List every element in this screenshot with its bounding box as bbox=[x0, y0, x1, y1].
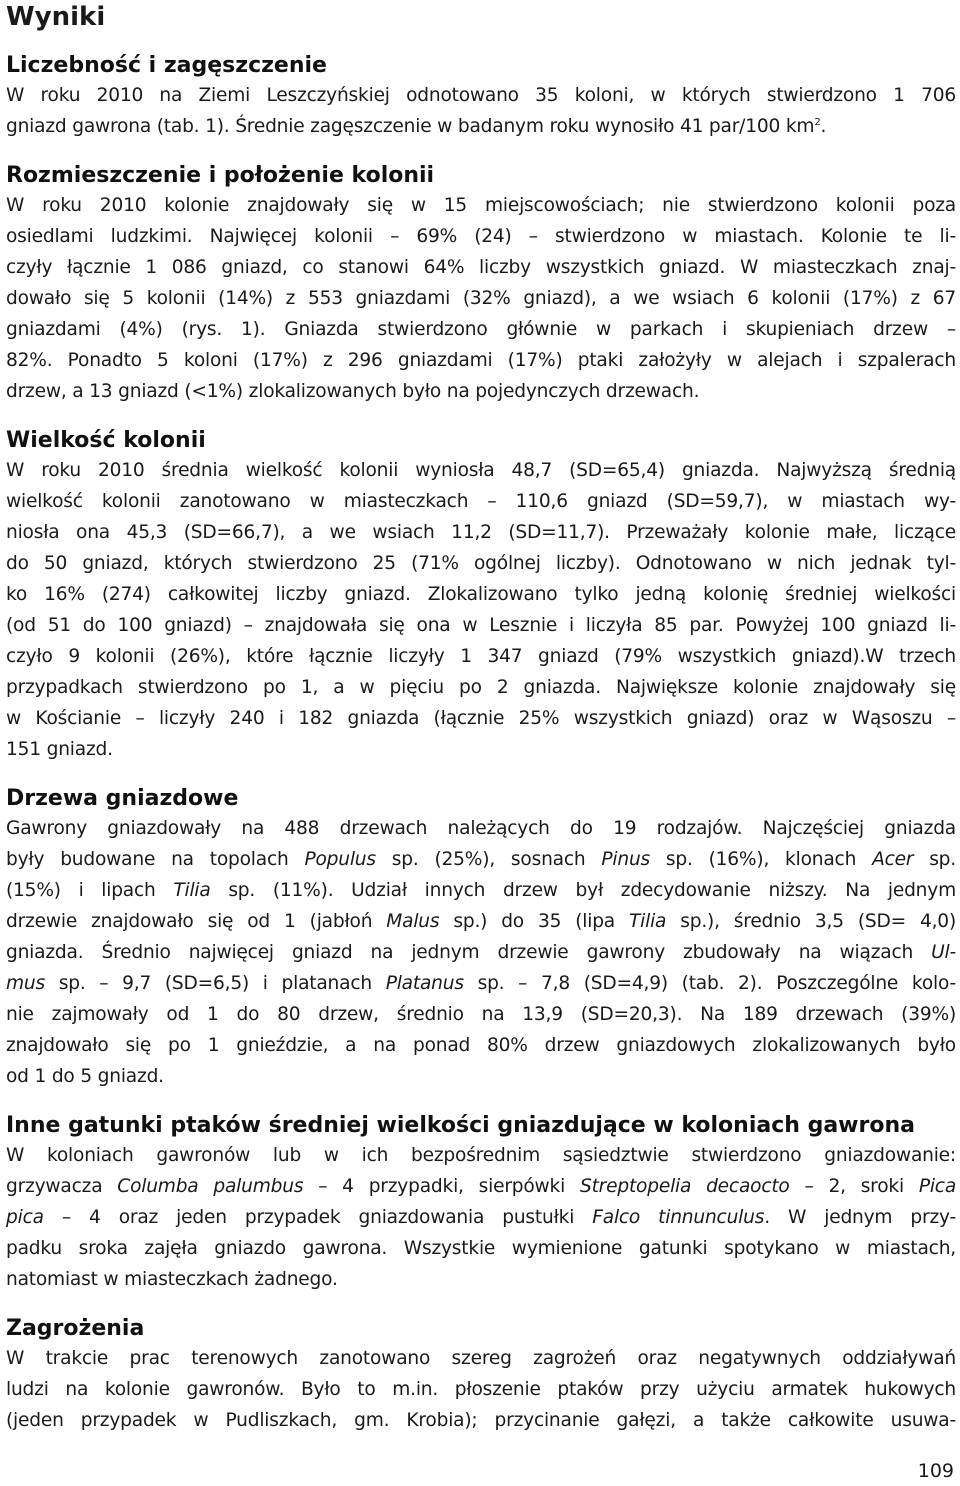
latin-name: Columba palumbus bbox=[117, 1176, 304, 1197]
superscript-suffix: . bbox=[820, 116, 827, 137]
paragraph bbox=[6, 1343, 956, 1436]
page-number: 109 bbox=[917, 1460, 954, 1482]
paragraph bbox=[6, 813, 956, 1092]
latin-name: pica bbox=[6, 1207, 44, 1228]
text-line: (jeden przypadek w Pudliszkach, gm. Krobia); przycinanie gałęzi, a także całkowite usuwa- bbox=[6, 1410, 956, 1431]
section-wielkosc bbox=[6, 427, 960, 765]
text-line: czyło 9 kolonii (26%), które łącznie liczyły 1 347 gniazd (79% wszystkich gniazd).W trzech bbox=[6, 646, 956, 667]
latin-name: Pica bbox=[918, 1176, 957, 1197]
text-line: czyły łącznie 1 086 gniazd, co stanowi 64% liczby wszystkich gniazd. W miasteczkach znaj- bbox=[6, 257, 956, 278]
text-line: osiedlami ludzkimi. Najwięcej kolonii – 69% (24) – stwierdzono w miastach. Kolonie te li- bbox=[6, 226, 956, 247]
latin-name: Ul- bbox=[931, 942, 956, 963]
text-line: 82%. Ponadto 5 koloni (17%) z 296 gniazdami (17%) ptaki założyły w alejach i szpalerach bbox=[6, 350, 956, 371]
latin-name: mus bbox=[6, 973, 45, 994]
section-heading: Zagrożenia bbox=[6, 1316, 145, 1341]
latin-name: Malus bbox=[386, 911, 440, 932]
text-line: drzewie znajdowało się od 1 (jabłoń Malus sp.) do 35 (lipa Tilia sp.), średnio 3,5 (SD= 4,0) bbox=[6, 911, 956, 932]
section-heading: Rozmieszczenie i położenie kolonii bbox=[6, 163, 435, 188]
text-line: ko 16% (274) całkowitej liczby gniazd. Zlokalizowano tylko jedną kolonię średniej wielkości bbox=[6, 584, 956, 605]
section-inne-gatunki bbox=[6, 1112, 960, 1295]
text-line: gniazda. Średnio najwięcej gniazd na jednym drzewie gawrony zbudowały na wiązach Ul- bbox=[6, 942, 956, 963]
text-line: 151 gniazd. bbox=[6, 739, 113, 760]
latin-name: Platanus bbox=[385, 973, 464, 994]
text-line: gniazdami (4%) (rys. 1). Gniazda stwierdzono głównie w parkach i skupieniach drzew – bbox=[6, 319, 956, 340]
text-line: (od 51 do 100 gniazd) – znajdowała się ona w Lesznie i liczyła 85 par. Powyżej 100 gniazd li- bbox=[6, 615, 956, 636]
text-line: W trakcie prac terenowych zanotowano szereg zagrożeń oraz negatywnych oddziaływań bbox=[6, 1348, 956, 1369]
section-rozmieszczenie bbox=[6, 162, 960, 407]
text-line: (15%) i lipach Tilia sp. (11%). Udział innych drzew był zdecydowanie niższy. Na jednym bbox=[6, 880, 956, 901]
text-line: były budowane na topolach Populus sp. (25%), sosnach Pinus sp. (16%), klonach Acer sp. bbox=[6, 849, 956, 870]
text-line: niosła ona 45,3 (SD=66,7), a we wsiach 11,2 (SD=11,7). Przeważały kolonie małe, liczące bbox=[6, 522, 956, 543]
text-line: grzywacza Columba palumbus – 4 przypadki, sierpówki Streptopelia decaocto – 2, sroki Pica bbox=[6, 1176, 957, 1197]
text-line: W roku 2010 na Ziemi Leszczyńskiej odnotowano 35 koloni, w których stwierdzono 1 706 bbox=[6, 85, 956, 106]
section-heading: Drzewa gniazdowe bbox=[6, 786, 239, 811]
page-title: Wyniki bbox=[6, 2, 106, 32]
paragraph bbox=[6, 1140, 956, 1295]
latin-name: Streptopelia decaocto bbox=[579, 1176, 790, 1197]
text-line: W roku 2010 kolonie znajdowały się w 15 miejscowościach; nie stwierdzono kolonii poza bbox=[6, 195, 956, 216]
text-line: znajdowało się po 1 gnieździe, a na ponad 80% drzew gniazdowych zlokalizowanych było bbox=[6, 1035, 956, 1056]
latin-name: Populus bbox=[304, 849, 376, 870]
text-line: od 1 do 5 gniazd. bbox=[6, 1066, 164, 1087]
paragraph bbox=[6, 455, 956, 765]
latin-name: Falco tinnunculus bbox=[592, 1207, 765, 1228]
text-line: padku sroka zajęła gniazdo gawrona. Wszystkie wymienione gatunki spotykano w miastach, bbox=[6, 1238, 956, 1259]
superscript: 2 bbox=[814, 116, 821, 128]
section-zagrozenia bbox=[6, 1315, 960, 1436]
section-liczebnosc bbox=[6, 52, 960, 142]
text-line: natomiast w miasteczkach żadnego. bbox=[6, 1269, 338, 1290]
text-line: przypadkach stwierdzono po 1, a w pięciu po 2 gniazda. Największe kolonie znajdowały się bbox=[6, 677, 956, 698]
text-line: dowało się 5 kolonii (14%) z 553 gniazdami (32% gniazd), a we wsiach 6 kolonii (17%) z 67 bbox=[6, 288, 956, 309]
text-line-content: gniazd gawrona (tab. 1). Średnie zagęszczenie w badanym roku wynosiło 41 par/100 km bbox=[6, 116, 815, 137]
paragraph bbox=[6, 190, 956, 407]
latin-name: Tilia bbox=[629, 911, 667, 932]
latin-name: Pinus bbox=[601, 849, 651, 870]
text-line: W roku 2010 średnia wielkość kolonii wyniosła 48,7 (SD=65,4) gniazda. Najwyższą średnią bbox=[6, 460, 956, 481]
section-drzewa bbox=[6, 785, 960, 1092]
text-line: pica – 4 oraz jeden przypadek gniazdowania pustułki Falco tinnunculus. W jednym przy- bbox=[6, 1207, 957, 1228]
text-line: mus sp. – 9,7 (SD=6,5) i platanach Platanus sp. – 7,8 (SD=4,9) (tab. 2). Poszczególne kolo- bbox=[6, 973, 956, 994]
text-line: nie zajmowały od 1 do 80 drzew, średnio na 13,9 (SD=20,3). Na 189 drzewach (39%) bbox=[6, 1004, 956, 1025]
section-heading: Wielkość kolonii bbox=[6, 428, 206, 453]
section-heading: Inne gatunki ptaków średniej wielkości gniazdujące w koloniach gawrona bbox=[6, 1113, 915, 1138]
text-line: drzew, a 13 gniazd (<1%) zlokalizowanych było na pojedynczych drzewach. bbox=[6, 381, 700, 402]
latin-name: Acer bbox=[872, 849, 914, 870]
section-heading: Liczebność i zagęszczenie bbox=[6, 53, 327, 78]
text-line: W koloniach gawronów lub w ich bezpośrednim sąsiedztwie stwierdzono gniazdowanie: bbox=[6, 1145, 956, 1166]
text-line: wielkość kolonii zanotowano w miasteczkach – 110,6 gniazd (SD=59,7), w miastach wy- bbox=[6, 491, 956, 512]
paragraph bbox=[6, 80, 956, 142]
text-line bbox=[6, 111, 956, 142]
latin-name: Tilia bbox=[173, 880, 211, 901]
text-line: ludzi na kolonie gawronów. Było to m.in. płoszenie ptaków przy użyciu armatek hukowych bbox=[6, 1379, 956, 1400]
text-line: w Kościanie – liczyły 240 i 182 gniazda (łącznie 25% wszystkich gniazd) oraz w Wąsoszu – bbox=[6, 708, 956, 729]
text-line: Gawrony gniazdowały na 488 drzewach należących do 19 rodzajów. Najczęściej gniazda bbox=[6, 818, 956, 839]
text-line: do 50 gniazd, których stwierdzono 25 (71% ogólnej liczby). Odnotowano w nich jednak tyl- bbox=[6, 553, 956, 574]
